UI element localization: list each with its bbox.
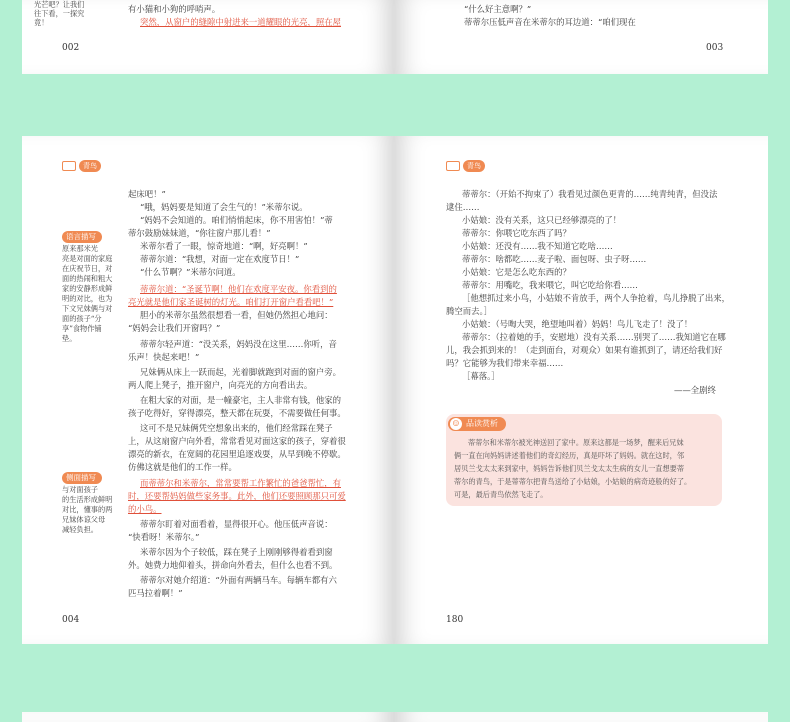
script-line: 小姑娘：它是怎么吃东西的？ [462, 267, 571, 277]
bottom-right-page-edge [394, 712, 768, 722]
body-line: 蒂蒂尔轻声道：“没关系，妈妈没在这里……你听，音 [140, 339, 337, 349]
book-brand [446, 160, 485, 172]
note-line: 竟！ [34, 18, 49, 27]
ending-mark: ——全剧终 [674, 385, 716, 395]
page-number: 180 [446, 615, 464, 625]
script-line: 小姑娘：没有关系，这只已经够漂亮的了！ [462, 215, 622, 225]
body-line: “妈妈不会知道的。咱们悄悄起床，你不用害怕！”蒂 [140, 215, 333, 225]
body-line: 在粗大家的对面，是一幢豪宅，主人非常有钱，他家的 [140, 395, 341, 405]
body-line: “什么好主意啊？” [464, 4, 532, 14]
appreciation-title: 品读赏析 [466, 419, 498, 428]
note-tag-language: 语言描写 [62, 231, 102, 243]
page-number: 002 [62, 43, 80, 53]
note-line: 兄妹体谅父母 [62, 515, 106, 524]
body-line: 孩子吃得好，穿得漂亮，整天都在玩耍，不需要做任何事。 [128, 408, 346, 418]
body-line: 米蒂尔因为个子较低，踩在凳子上刚刚够得着看到窗 [140, 547, 333, 557]
script-line: 儿，我会抓到来的！（走到面台，对观众）如果有谁抓到了，请还给我们好 [446, 345, 723, 355]
body-line: 胆小的米蒂尔虽然很想看一看，但她仍然担心地问： [140, 310, 333, 320]
note-line: 在庆祝节日，对 [62, 264, 113, 273]
script-line: 蒂蒂尔：（开始不拘束了）我看见过颜色更青的……纯青纯青，但没法 [462, 189, 718, 199]
body-line: 有小猫和小狗的呼哨声。 [128, 4, 221, 14]
page-number: 003 [706, 43, 724, 53]
body-line: 两人爬上凳子，推开窗户，向亮光的方向看出去。 [128, 380, 313, 390]
body-line: 匹马拉着啊！” [128, 588, 183, 598]
body-line-highlight: 突然，从窗户的缝隙中射进来一道耀眼的光亮，照在屋 [140, 17, 341, 27]
body-line: 蒂蒂尔盯着对面看着，显得很开心。他压低声音说： [140, 519, 333, 529]
appreciation-line: 蒂尔的青鸟，于是蒂蒂尔把青鸟送给了小姑娘，小姑娘的病奇迹般的好了。 [454, 477, 692, 486]
body-line: 漂亮的新衣，在宽阔的花园里追逐戏耍，从早到晚不停歇。 [128, 449, 346, 459]
note-line: 减轻负担。 [62, 525, 98, 534]
body-line: 兄妹俩从床上一跃而起，光着脚就跑到对面的窗户旁。 [140, 367, 341, 377]
stage-direction: ［他想抓过来小鸟，小姑娘不肯放手，两个人争抢着，鸟儿挣脱了出来， [462, 293, 730, 303]
note-line: 下文兄妹俩与对 [62, 304, 113, 313]
reading-icon: ☺ [450, 418, 462, 430]
body-line: 起床吧！” [128, 189, 166, 199]
note-line: 的生活形成鲜明 [62, 495, 113, 504]
appreciation-line: 可是，最后青鸟依然飞走了。 [454, 490, 548, 499]
appreciation-tag [448, 417, 506, 431]
note-line: 明的对比，也为 [62, 294, 113, 303]
body-line: 外。她费力地仰着头，拼命向外看去，但什么也看不到。 [128, 560, 338, 570]
body-line: “哦，妈妈要是知道了会生气的！”米蒂尔说。 [140, 202, 308, 212]
note-line: 家的安静形成鲜 [62, 284, 113, 293]
body-line-highlight: 时，还要帮妈妈做些家务事。此外，他们还要照顾那只可爱 [128, 491, 346, 501]
body-line: 蒂蒂尔道：“我想，对面一定在欢度节日！” [140, 254, 300, 264]
body-line: “快看呀！米蒂尔。” [128, 532, 200, 542]
body-line-highlight: 的小鸟。 [128, 504, 162, 514]
body-line: 仿佛这就是他们的工作一样。 [128, 462, 237, 472]
book-logo-icon [446, 161, 460, 171]
page-number: 004 [62, 615, 80, 625]
appreciation-line: 蒂蒂尔和米蒂尔被光神送回了家中。原来这都是一场梦，醒来后兄妹 [468, 438, 684, 447]
script-line: 吗？它能够为我们带来幸福…… [446, 358, 564, 368]
note-line: 光芒吧？让我们 [34, 0, 85, 9]
script-line: 逮住…… [446, 202, 480, 212]
right-page [394, 136, 768, 644]
note-line: 与对面孩子 [62, 485, 98, 494]
stage-direction: 腾空而去。］ [446, 306, 493, 316]
brand-label: 青鸟 [79, 160, 101, 172]
note-line: 原来那米光 [62, 244, 98, 253]
note-line: 享”食物作铺 [62, 324, 102, 333]
top-left-page [22, 0, 394, 74]
left-page [22, 136, 394, 644]
body-line: “什么节啊？”米蒂尔问道。 [140, 267, 241, 277]
book-brand [62, 160, 101, 172]
body-line-highlight: 蒂蒂尔道：“圣诞节啊！他们在欢度平安夜。你看到的 [140, 284, 337, 294]
script-line: 小姑娘：还没有……我不知道它吃啥…… [462, 241, 613, 251]
body-line: 蒂尔鼓励妹妹道，“你往窗户那儿看！” [128, 228, 271, 238]
stage-direction: ［幕落。］ [462, 371, 500, 381]
top-right-page [394, 0, 768, 74]
body-line-highlight: 而蒂蒂尔和米蒂尔，常常要帮工作繁忙的爸爸帮忙，有 [140, 478, 341, 488]
script-line: 小姑娘：（号啕大哭，绝望地叫着）妈妈！鸟儿飞走了！没了！ [462, 319, 693, 329]
script-line: 蒂蒂尔：（拉着她的手，安慰地）没有关系……别哭了……我知道它在哪 [462, 332, 726, 342]
body-line: 这可不是兄妹俩凭空想象出来的，他们经常踩在凳子 [140, 423, 333, 433]
body-line: 蒂蒂尔对她介绍道：“外面有两辆马车。每辆车都有六 [140, 575, 337, 585]
body-line-highlight: 亮光就是他们家圣诞树的灯光。咱们打开窗户看看吧！” [128, 297, 334, 307]
script-line: 蒂蒂尔：用嘴吃，我来喂它，叫它吃给你看…… [462, 280, 638, 290]
note-tag-side: 侧面描写 [62, 472, 102, 484]
note-line: 往下看，一探究 [34, 9, 85, 18]
body-line: 乐声！快起来吧！” [128, 352, 200, 362]
body-line: “妈妈会让我们开窗吗？” [128, 323, 221, 333]
brand-label: 青鸟 [463, 160, 485, 172]
note-line: 亮是对面的家庭 [62, 254, 113, 263]
script-line: 蒂蒂尔：啥都吃……麦子啦、面包呀、虫子呀…… [462, 254, 647, 264]
note-line: 面的热闹和粗大 [62, 274, 113, 283]
body-line: 米蒂尔看了一眼，惊奇地道：“啊，好亮啊！” [140, 241, 308, 251]
body-line: 蒂蒂尔压低声音在米蒂尔的耳边道：“咱们现在 [464, 17, 636, 27]
appreciation-line: 俩一直在向妈妈讲述着他们的奇幻经历，真是吓坏了妈妈。就在这时，邻 [454, 451, 685, 460]
note-line: 垫。 [62, 334, 77, 343]
note-line: 对比，懂事的两 [62, 505, 113, 514]
script-line: 蒂蒂尔：你喂它吃东西了吗？ [462, 228, 571, 238]
appreciation-line: 居贝兰戈太太来到家中，妈妈告诉他们贝兰戈太太生病的女儿一直想要蒂 [454, 464, 685, 473]
book-logo-icon [62, 161, 76, 171]
note-line: 面的孩子“分 [62, 314, 102, 323]
bottom-left-page-edge [22, 712, 394, 722]
body-line: 上，从这扇窗户向外看，常常看见对面这家的孩子，穿着很 [128, 436, 346, 446]
